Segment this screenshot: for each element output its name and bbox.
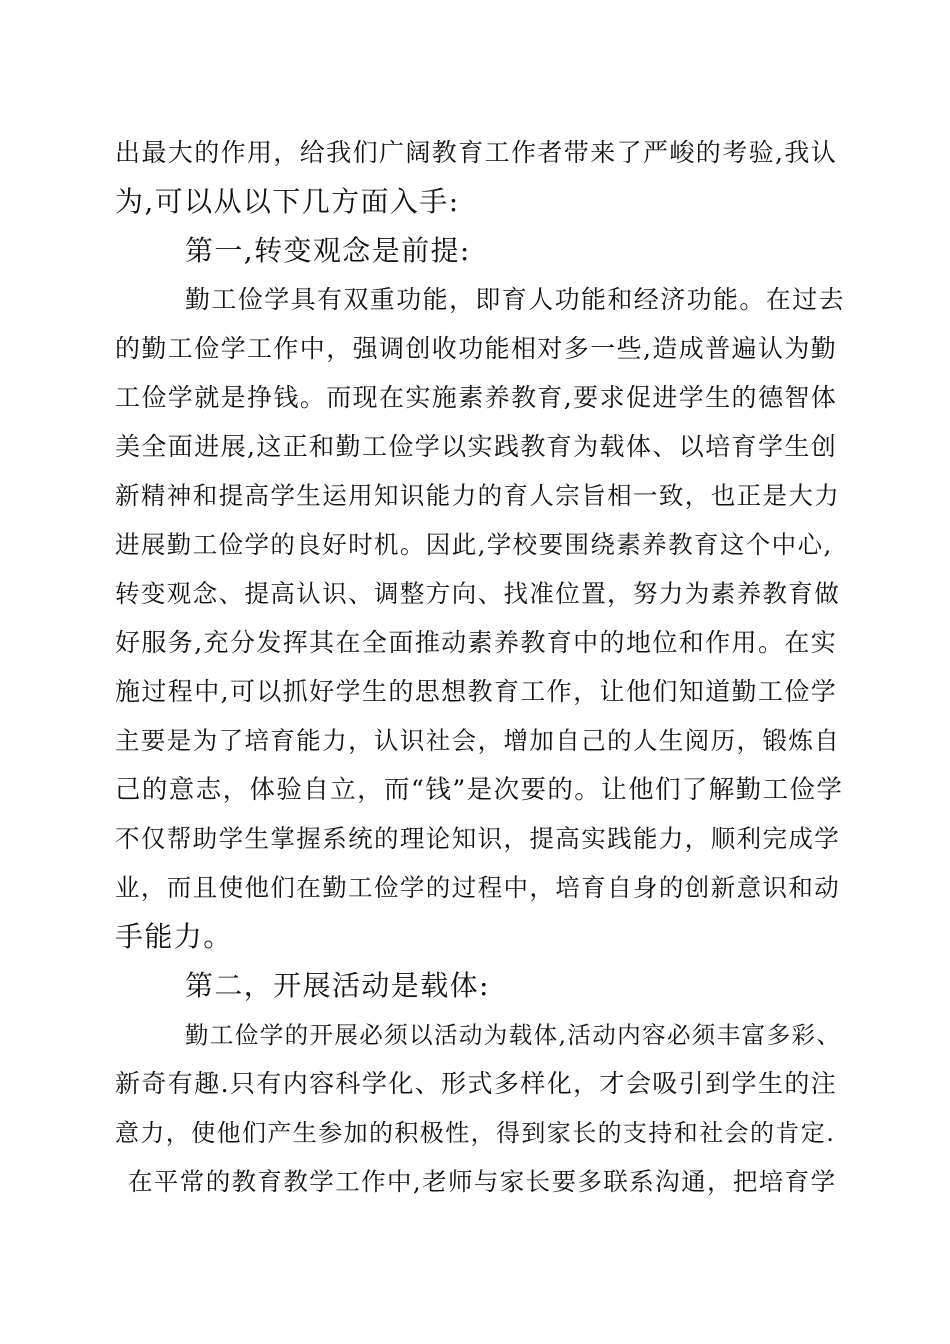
text-line-9: 进展勤工俭学的良好时机。因此,学校要围绕素养教育这个中心, xyxy=(115,530,833,559)
text-line-17: 手能力。 xyxy=(115,920,233,953)
section-heading-2: 第二，开展活动是载体: xyxy=(185,969,490,1002)
text-line-6: 工俭学就是挣钱。而现在实施素养教育,要求促进学生的德智体 xyxy=(115,383,838,412)
text-line-12: 施过程中,可以抓好学生的思想教育工作，让他们知道勤工俭学 xyxy=(115,677,838,706)
text-line-11: 好服务,充分发挥其在全面推动素养教育中的地位和作用。在实 xyxy=(115,628,838,657)
section-heading-1: 第一,转变观念是前提: xyxy=(185,234,471,267)
text-line-19: 勤工俭学的开展必须以活动为载体,活动内容必须丰富多彩、 xyxy=(185,1021,842,1049)
text-line-2: 为,可以从以下几方面入手: xyxy=(115,185,460,218)
text-line-4: 勤工俭学具有双重功能，即育人功能和经济功能。在过去 xyxy=(185,285,846,314)
text-line-10: 转变观念、提高认识、调整方向、找准位置，努力为素养教育做 xyxy=(115,579,841,608)
text-line-5: 的勤工俭学工作中，强调创收功能相对多一些,造成普遍认为勤 xyxy=(115,334,838,363)
text-line-8: 新精神和提高学生运用知识能力的育人宗旨相一致，也正是大力 xyxy=(115,481,841,510)
text-line-20: 新奇有趣.只有内容科学化、形式多样化，才会吸引到学生的注 xyxy=(115,1069,838,1098)
text-line-13: 主要是为了培育能力，认识社会，增加自己的人生阅历，锻炼自 xyxy=(115,726,841,755)
text-line-7: 美全面进展,这正和勤工俭学以实践教育为载体、以培育学生创 xyxy=(115,432,838,461)
text-line-16: 业，而且使他们在勤工俭学的过程中，培育自身的创新意识和动 xyxy=(115,873,841,902)
text-line-15: 不仅帮助学生掌握系统的理论知识，提高实践能力，顺利完成学 xyxy=(115,824,841,853)
text-line-1: 出最大的作用，给我们广阔教育工作者带来了严峻的考验,我认 xyxy=(115,138,838,167)
text-line-14: 己的意志，体验自立，而“钱”是次要的。让他们了解勤工俭学 xyxy=(115,775,844,805)
text-line-22: 在平常的教育教学工作中,老师与家长要多联系沟通，把培育学 xyxy=(128,1167,837,1196)
text-line-21: 意力，使他们产生参加的积极性，得到家长的支持和社会的肯定. xyxy=(115,1119,836,1147)
